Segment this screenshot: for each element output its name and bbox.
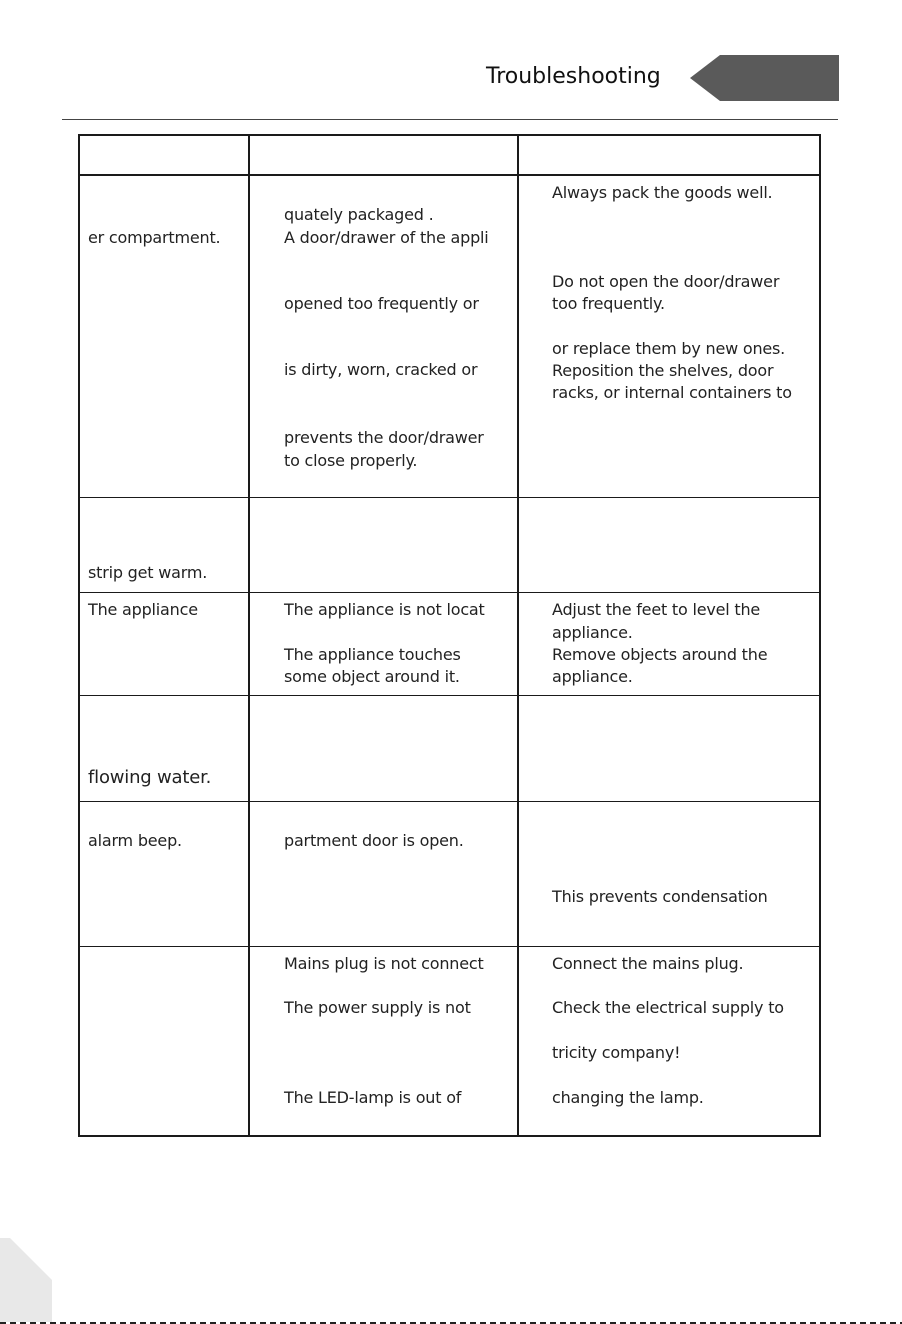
table-border-bottom xyxy=(78,1135,821,1137)
solution-text: Remove objects around the xyxy=(552,645,768,664)
section-title: Troubleshooting xyxy=(486,64,661,89)
table-row-divider xyxy=(78,946,821,947)
table-row-divider xyxy=(78,592,821,593)
cause-text: The power supply is not xyxy=(284,998,471,1017)
page-corner-marker xyxy=(0,1238,56,1324)
problem-text: strip get warm. xyxy=(88,563,208,582)
cause-text: is dirty, worn, cracked or xyxy=(284,360,478,379)
table-row-divider xyxy=(78,497,821,498)
solution-text: This prevents condensation xyxy=(552,887,768,906)
table-border-left xyxy=(78,134,80,1137)
cause-text: The LED-lamp is out of xyxy=(284,1088,462,1107)
problem-text: alarm beep. xyxy=(88,831,182,850)
solution-text: Check the electrical supply to xyxy=(552,998,784,1017)
table-row-divider xyxy=(78,695,821,696)
cause-text: opened too frequently or xyxy=(284,294,479,313)
cause-text: to close properly. xyxy=(284,451,418,470)
table-header-divider xyxy=(78,174,821,176)
cause-text: A door/drawer of the appli xyxy=(284,228,489,247)
problem-text: flowing water. xyxy=(88,767,212,788)
solution-text: Connect the mains plug. xyxy=(552,954,744,973)
cause-text: The appliance touches xyxy=(284,645,461,664)
solution-text: too frequently. xyxy=(552,294,665,313)
table-border-right xyxy=(819,134,821,1137)
solution-text: racks, or internal containers to xyxy=(552,383,792,402)
table-row-divider xyxy=(78,801,821,802)
solution-text: appliance. xyxy=(552,667,633,686)
solution-text: Do not open the door/drawer xyxy=(552,272,780,291)
cause-text: prevents the door/drawer xyxy=(284,428,484,447)
solution-text: Reposition the shelves, door xyxy=(552,361,774,380)
header-divider xyxy=(62,119,838,120)
solution-text: Always pack the goods well. xyxy=(552,183,773,202)
table-border-top xyxy=(78,134,821,136)
table-column-divider xyxy=(517,134,519,1137)
solution-text: appliance. xyxy=(552,623,633,642)
section-tab-marker xyxy=(690,55,839,101)
solution-text: tricity company! xyxy=(552,1043,681,1062)
problem-text: er compartment. xyxy=(88,228,221,247)
cause-text: Mains plug is not connect xyxy=(284,954,484,973)
cause-text: The appliance is not locat xyxy=(284,600,485,619)
cause-text: partment door is open. xyxy=(284,831,464,850)
solution-text: changing the lamp. xyxy=(552,1088,704,1107)
solution-text: Adjust the feet to level the xyxy=(552,600,761,619)
solution-text: or replace them by new ones. xyxy=(552,339,786,358)
table-column-divider xyxy=(248,134,250,1137)
cause-text: quately packaged . xyxy=(284,205,434,224)
problem-text: The appliance xyxy=(88,600,198,619)
cause-text: some object around it. xyxy=(284,667,460,686)
